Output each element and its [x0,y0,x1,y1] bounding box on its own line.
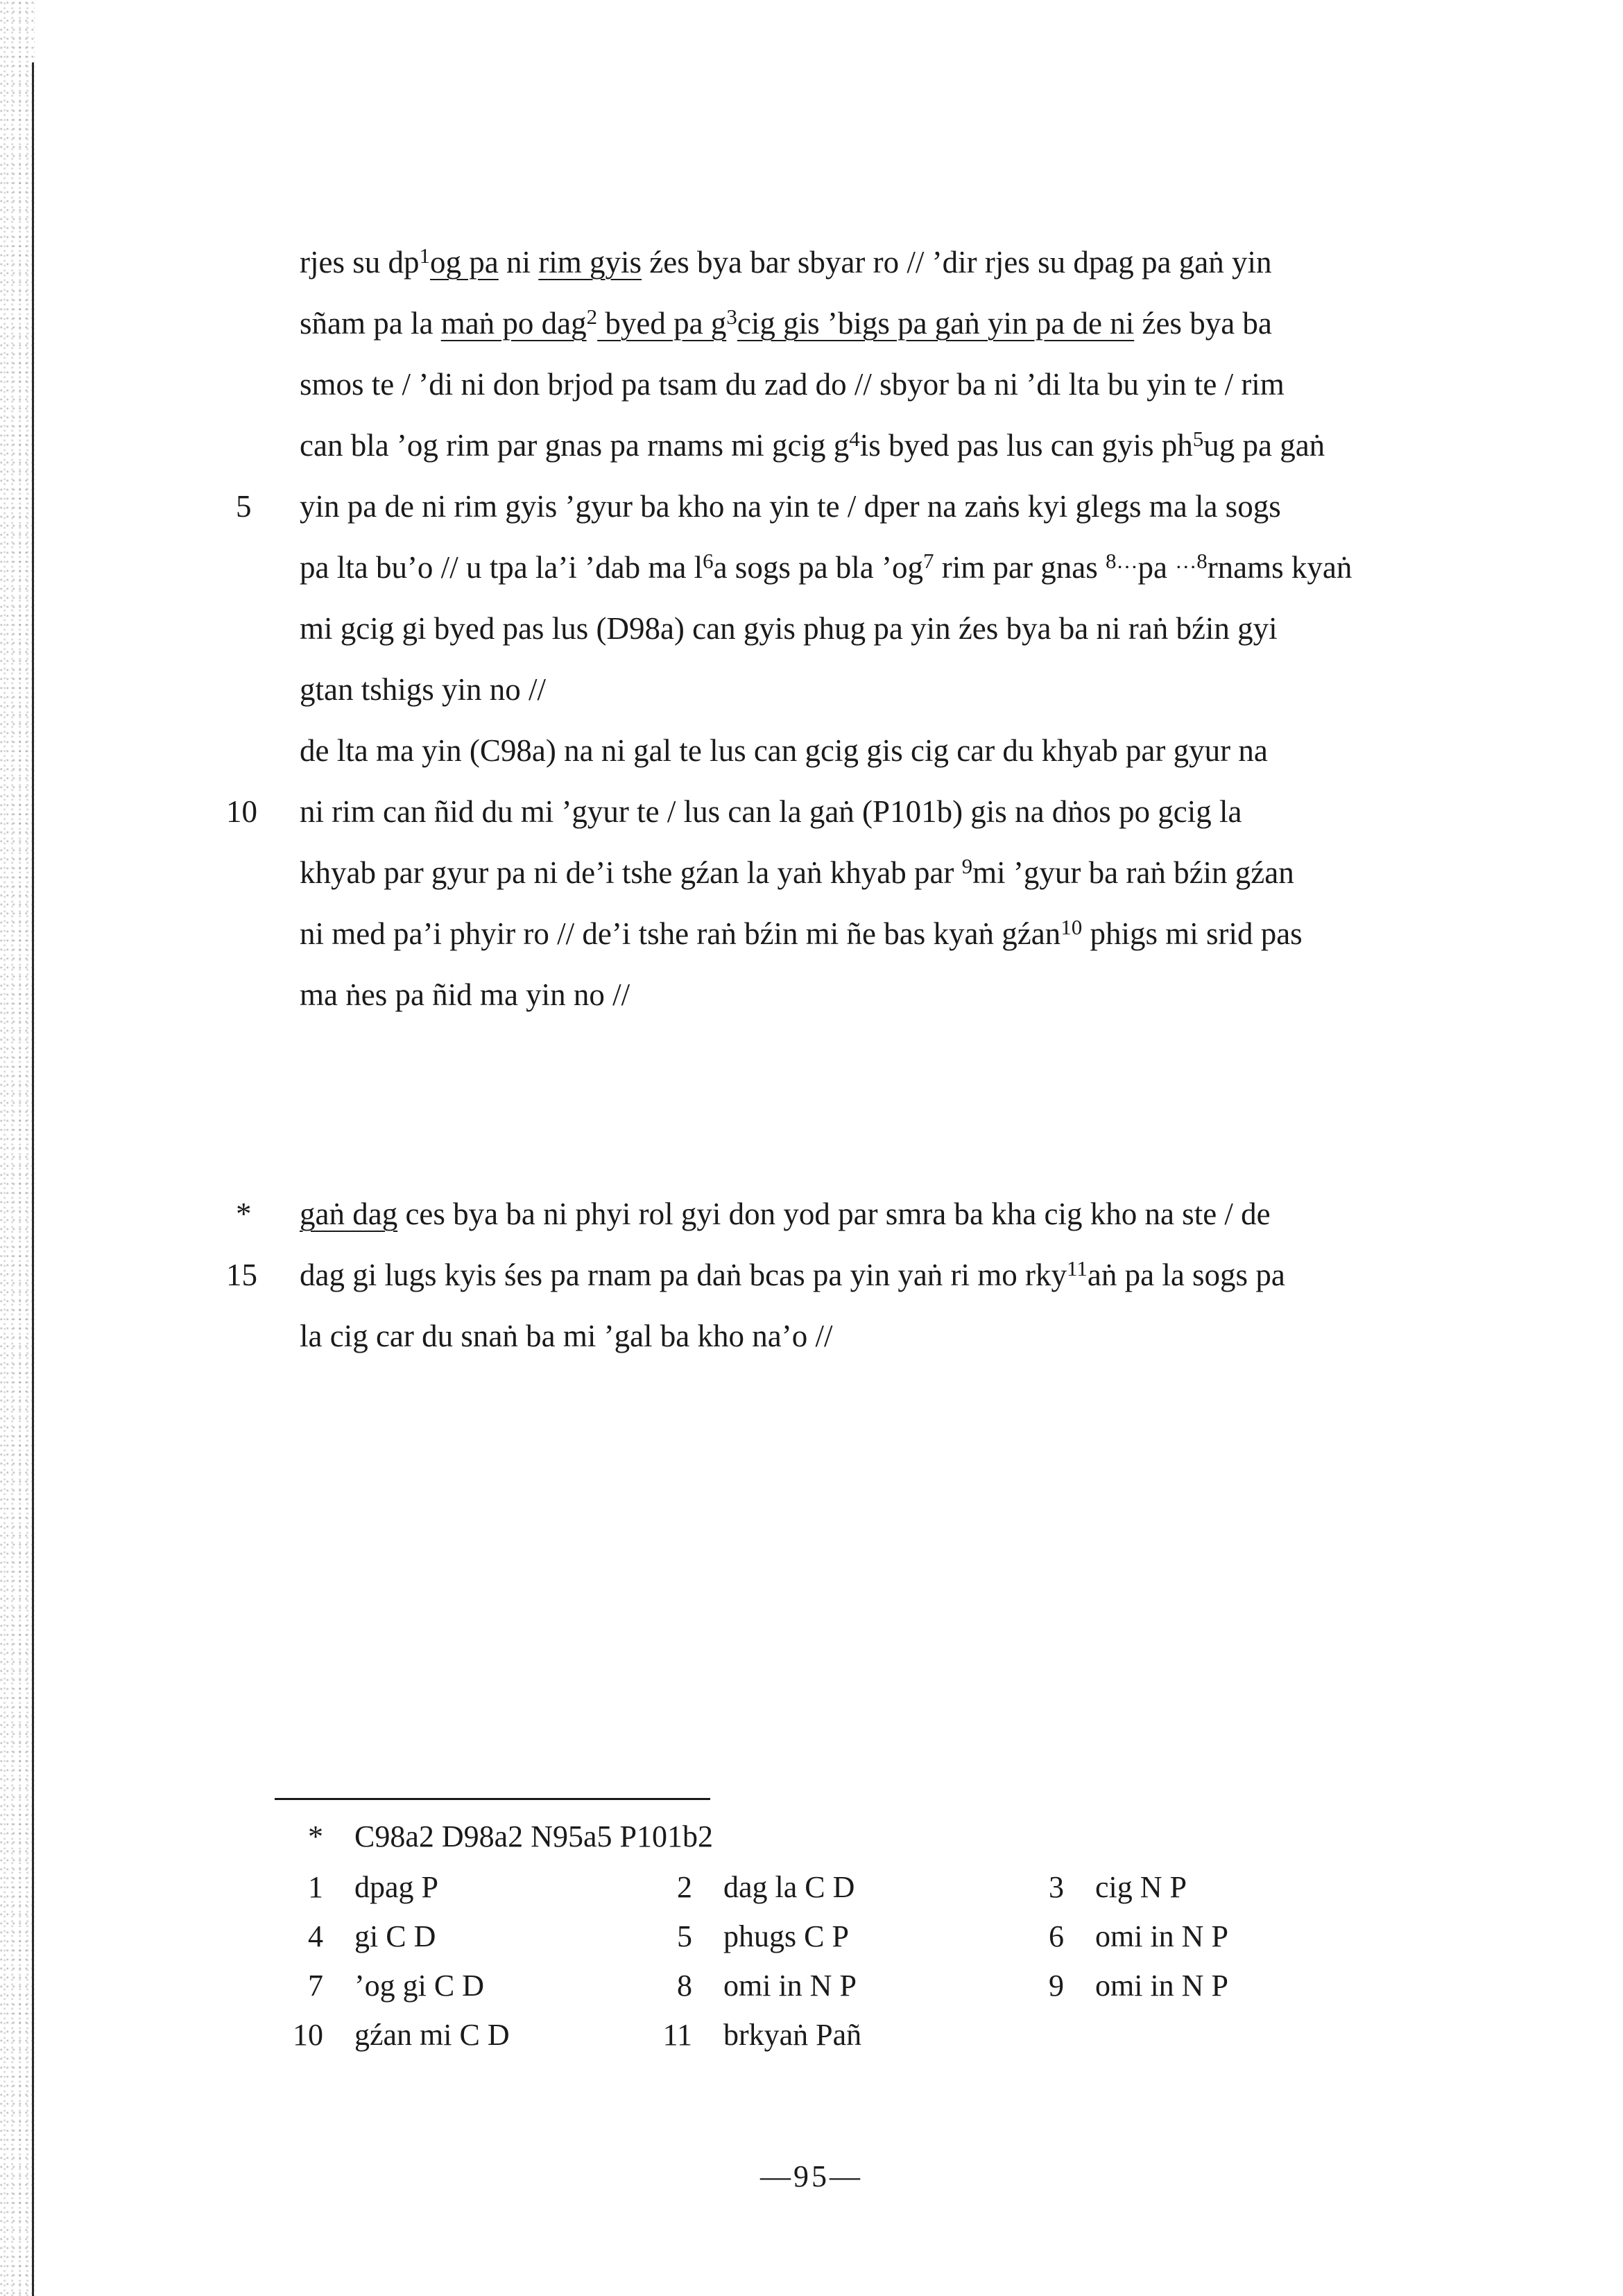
text-segment: smos te / ’di ni don brjod pa tsam du zad do // sbyor ba ni ’di lta bu yin te / rim [300,367,1285,402]
underlined-lemma: og pa [430,245,499,280]
text-segment: sñam pa la [300,306,441,341]
footnote-text: omi in N P [1095,1919,1228,1953]
underlined-lemma: rim gyis [538,245,642,280]
line-text [300,1305,833,1367]
text-line [0,1183,1623,1244]
line-text [300,1183,1271,1244]
line-number: * [236,1197,252,1231]
text-segment: mi gcig gi byed pas lus (D98a) can gyis phug pa yin źes bya ba ni raṅ bźin gyi [300,611,1278,646]
note-reference: …8 [1175,549,1208,573]
text-segment: źes bya bar sbyar ro // ’dir rjes su dpag pa gaṅ yin [642,245,1272,280]
footnote-item [1015,1862,1376,1912]
footnote-text: dag la C D [723,1870,855,1904]
text-segment: ug pa gaṅ [1203,428,1325,463]
text-line [0,781,1623,842]
underlined-lemma: cig gis ’bigs pa gaṅ yin pa de ni [737,306,1135,341]
underlined-lemma: byed pa g [597,306,727,341]
footnote-number: 1 [308,1870,323,1904]
footnote-item [275,1912,635,1962]
text-segment: ces bya ba ni phyi rol gyi don yod par smra ba kha cig kho na ste / de [397,1197,1271,1231]
line-text [300,537,1352,598]
line-number: 5 [236,489,252,524]
underlined-lemma: maṅ po dag [440,306,587,341]
line-text [300,842,1294,903]
text-segment: is byed pas lus can gyis ph [859,428,1193,463]
line-text [300,354,1285,415]
footnote-number: 6 [1049,1919,1064,1953]
footnote-item [644,1912,1004,1962]
text-segment: ma ṅes pa ñid ma yin no // [300,977,630,1012]
text-segment: pa lta bu’o // u tpa la’i ’dab ma l [300,550,703,585]
note-reference: 4 [849,427,860,451]
line-text [300,659,546,720]
note-reference: 5 [1192,427,1204,451]
footnote-number: 3 [1049,1870,1064,1904]
footnote-text: dpag P [354,1870,438,1904]
footnote-text: gźan mi C D [354,2018,510,2052]
text-segment: can bla ’og rim par gnas pa rnams mi gcig g [300,428,850,463]
footnote-item [644,2010,1004,2060]
text-line [0,720,1623,781]
note-reference: 7 [923,549,934,573]
text-segment: mi ’gyur ba raṅ bźin gźan [972,855,1294,890]
footnote-number: 8 [677,1969,692,2003]
note-reference: 10 [1060,915,1083,939]
text-segment: de lta ma yin (C98a) na ni gal te lus can gcig gis cig car du khyab par gyur na [300,733,1268,768]
text-segment: dag gi lugs kyis śes pa rnam pa daṅ bcas pa yin yaṅ ri mo rky [300,1258,1067,1292]
line-text [300,232,1272,293]
text-segment: gtan tshigs yin no // [300,672,547,707]
text-line [0,659,1623,720]
note-reference: 8… [1105,549,1138,573]
line-number: 10 [226,794,257,829]
footnote-text: omi in N P [723,1969,857,2003]
note-reference: 6 [703,549,714,573]
footnote-item [275,1862,635,1912]
line-number: 15 [226,1258,257,1292]
footnote-item [644,1862,1004,1912]
text-segment: rnams kyaṅ [1207,550,1352,585]
footnote-number: 2 [677,1870,692,1904]
text-line [0,842,1623,903]
footnote-mark: * [308,1819,323,1853]
text-line [0,903,1623,964]
line-text [300,964,630,1025]
line-text [300,1244,1285,1305]
text-segment: ni [498,245,539,280]
text-line [0,293,1623,354]
line-text [300,781,1242,842]
line-text [300,415,1325,476]
note-reference: 2 [586,305,598,329]
text-line [0,1305,1623,1367]
footnote-text: gi C D [354,1919,436,1953]
line-text [300,903,1303,964]
line-text [300,476,1281,537]
line-text [300,293,1272,354]
footnote-rule [275,1798,710,1800]
text-line [0,537,1623,598]
line-text [300,598,1278,659]
note-reference: 11 [1067,1256,1088,1280]
text-segment: rim par gnas [934,550,1106,585]
footnote-sources-text: C98a2 D98a2 N95a5 P101b2 [354,1819,713,1853]
text-line [0,1244,1623,1305]
note-reference: 1 [419,243,430,268]
text-segment: rjes su dp [300,245,420,280]
text-segment: la cig car du snaṅ ba mi ’gal ba kho na’o // [300,1319,833,1353]
text-line [0,354,1623,415]
text-segment: yin pa de ni rim gyis ’gyur ba kho na yin te / dper na zaṅs kyi glegs ma la sogs [300,489,1281,524]
note-reference: 9 [961,854,973,878]
text-segment: phigs mi srid pas [1082,916,1303,951]
footnote-number: 7 [308,1969,323,2003]
footnote-item [1015,1912,1376,1962]
footnote-number: 4 [308,1919,323,1953]
text-segment: źes bya ba [1134,306,1272,341]
footnote-item [275,1961,635,2011]
text-line [0,598,1623,659]
footnote-text: cig N P [1095,1870,1187,1904]
footnote-text: omi in N P [1095,1969,1228,2003]
underlined-lemma: gaṅ dag [300,1197,398,1231]
footnote-text: brkyaṅ Pañ [723,2018,862,2052]
footnote-item [644,1961,1004,2011]
footnote-text: ’og gi C D [354,1969,484,2003]
footnote-number: 11 [662,2018,692,2052]
text-segment: pa [1137,550,1176,585]
text-line [0,415,1623,476]
footnote-number: 9 [1049,1969,1064,2003]
text-line [0,964,1623,1025]
text-line [0,232,1623,293]
note-reference: 3 [726,305,737,329]
footnote-item [275,2010,635,2060]
footnote-number: 10 [293,2018,323,2052]
text-segment: ni rim can ñid du mi ’gyur te / lus can la gaṅ (P101b) gis na dṅos po gcig la [300,794,1242,829]
line-text [300,720,1268,781]
text-segment: ni med pa’i phyir ro // de’i tshe raṅ bźin mi ñe bas kyaṅ gźan [300,916,1061,951]
footnote-number: 5 [677,1919,692,1953]
text-segment: a sogs pa bla ’og [713,550,924,585]
footnote-text: phugs C P [723,1919,849,1953]
text-line [0,476,1623,537]
page-number: —95— [760,2159,863,2193]
footnote-item [1015,1961,1376,2011]
text-segment: khyab par gyur pa ni de’i tshe gźan la yaṅ khyab par [300,855,962,890]
text-segment: aṅ pa la sogs pa [1087,1258,1285,1292]
